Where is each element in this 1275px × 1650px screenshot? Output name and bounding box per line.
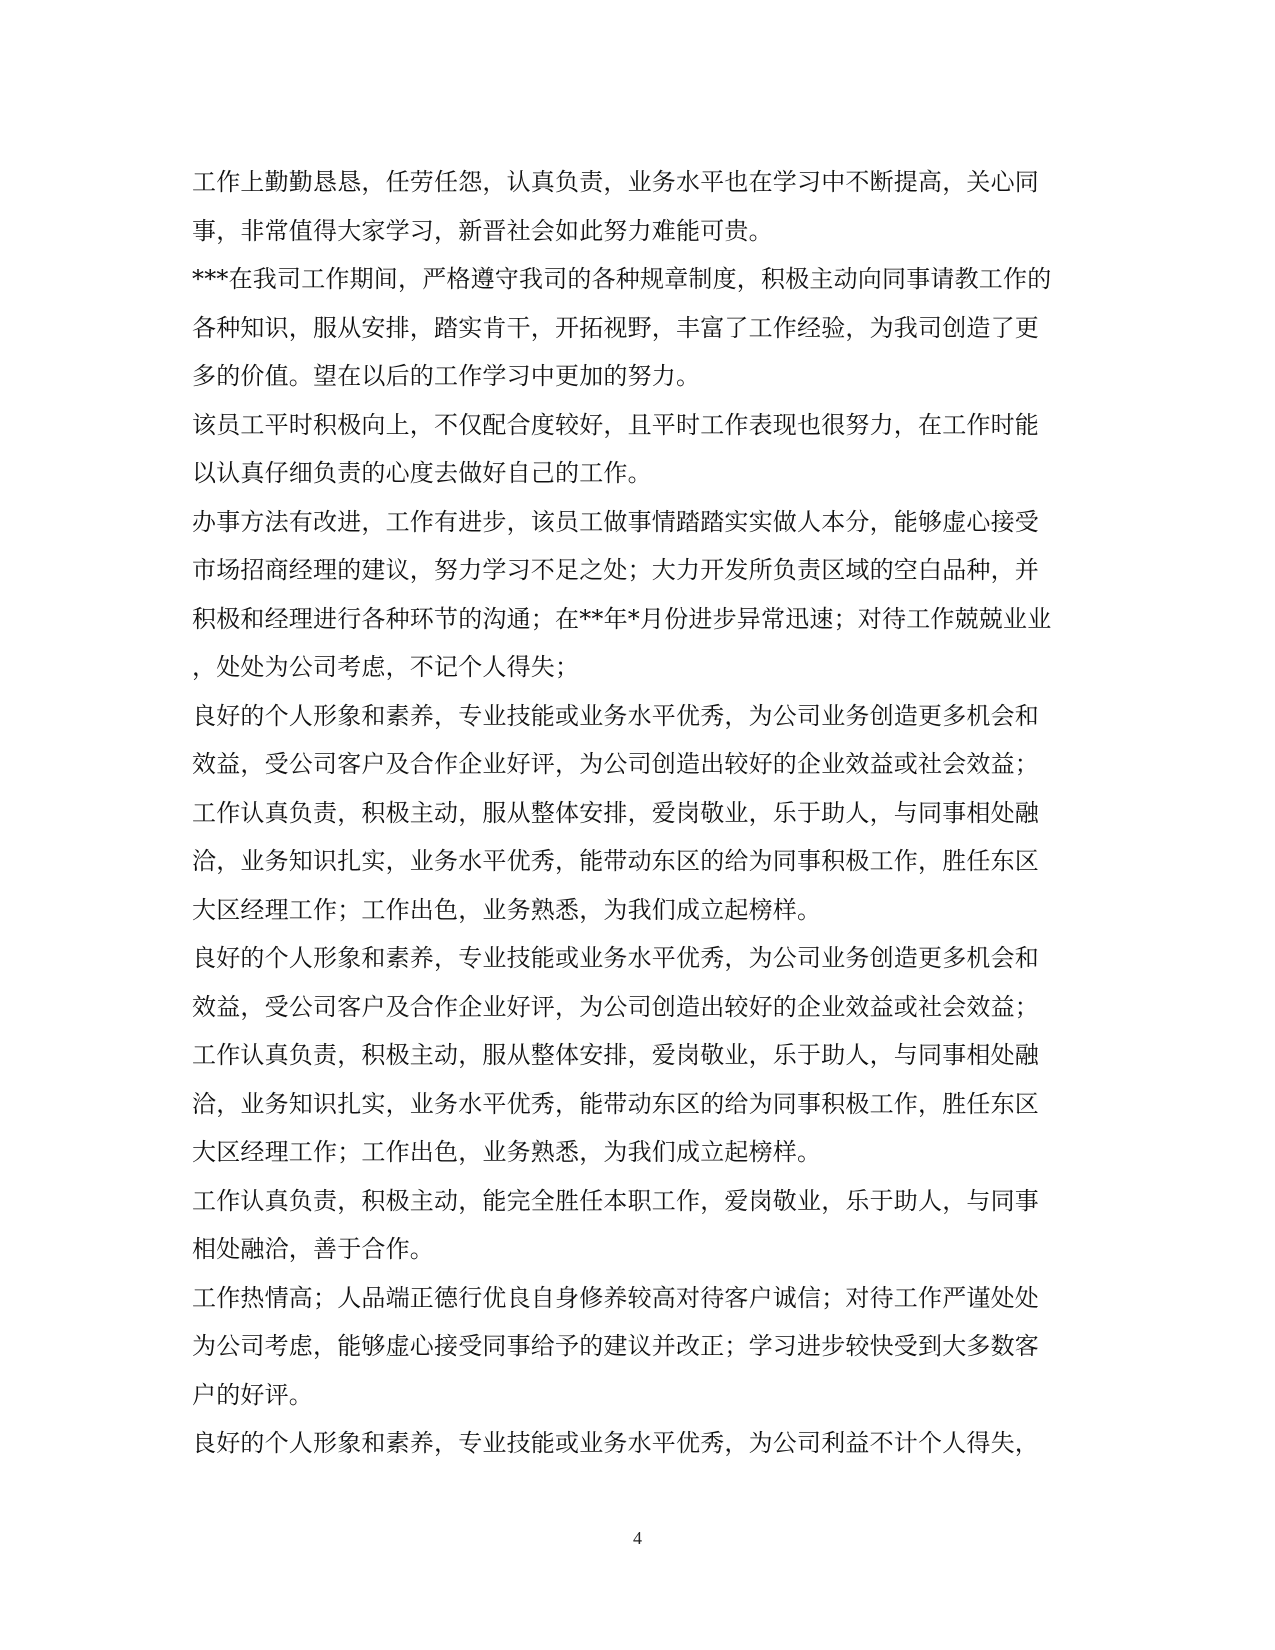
text-line: 工作认真负责，积极主动，服从整体安排，爱岗敬业，乐于助人，与同事相处融	[192, 1041, 1039, 1069]
text-line: 工作上勤勤恳恳，任劳任怨，认真负责，业务水平也在学习中不断提高，关心同	[192, 168, 1039, 196]
text-line: 多的价值。望在以后的工作学习中更加的努力。	[192, 362, 701, 390]
text-line: 相处融洽，善于合作。	[192, 1235, 434, 1263]
text-line: 大区经理工作；工作出色，业务熟悉，为我们成立起榜样。	[192, 1138, 822, 1166]
text-line: ***在我司工作期间，严格遵守我司的各种规章制度，积极主动向同事请教工作的	[192, 265, 1052, 293]
text-line: 市场招商经理的建议，努力学习不足之处；大力开发所负责区域的空白品种，并	[192, 556, 1039, 584]
text-line: 效益，受公司客户及合作企业好评，为公司创造出较好的企业效益或社会效益；	[192, 750, 1039, 778]
text-line: 效益，受公司客户及合作企业好评，为公司创造出较好的企业效益或社会效益；	[192, 992, 1039, 1021]
text-line: ，处处为公司考虑，不记个人得失；	[192, 653, 580, 681]
text-line: 良好的个人形象和素养，专业技能或业务水平优秀，为公司业务创造更多机会和	[192, 944, 1039, 972]
text-line: 工作认真负责，积极主动，能完全胜任本职工作，爱岗敬业，乐于助人，与同事	[192, 1186, 1039, 1215]
text-line: 各种知识，服从安排，踏实肯干，开拓视野，丰富了工作经验，为我司创造了更	[192, 313, 1039, 342]
text-line: 以认真仔细负责的心度去做好自己的工作。	[192, 459, 652, 487]
text-line: 洽，业务知识扎实，业务水平优秀，能带动东区的给为同事积极工作，胜任东区	[192, 1089, 1039, 1118]
text-line: 事，非常值得大家学习，新晋社会如此努力难能可贵。	[192, 216, 773, 245]
text-line: 户的好评。	[192, 1380, 313, 1409]
text-line: 良好的个人形象和素养，专业技能或业务水平优秀，为公司利益不计个人得失，	[192, 1429, 1039, 1457]
text-line: 工作认真负责，积极主动，服从整体安排，爱岗敬业，乐于助人，与同事相处融	[192, 798, 1039, 827]
text-line: 该员工平时积极向上，不仅配合度较好，且平时工作表现也很努力，在工作时能	[192, 410, 1039, 439]
text-line: 为公司考虑，能够虚心接受同事给予的建议并改正；学习进步较快受到大多数客	[192, 1332, 1039, 1360]
text-line: 大区经理工作；工作出色，业务熟悉，为我们成立起榜样。	[192, 895, 822, 924]
page-number: 4	[633, 1528, 642, 1548]
text-line: 办事方法有改进，工作有进步，该员工做事情踏踏实实做人本分，能够虚心接受	[192, 507, 1039, 536]
text-line: 良好的个人形象和素养，专业技能或业务水平优秀，为公司业务创造更多机会和	[192, 701, 1039, 730]
text-line: 积极和经理进行各种环节的沟通；在**年*月份进步异常迅速；对待工作兢兢业业	[192, 604, 1052, 633]
text-line: 洽，业务知识扎实，业务水平优秀，能带动东区的给为同事积极工作，胜任东区	[192, 847, 1039, 875]
text-line: 工作热情高；人品端正德行优良自身修养较高对待客户诚信；对待工作严谨处处	[192, 1283, 1039, 1312]
document-body	[192, 158, 1092, 1468]
